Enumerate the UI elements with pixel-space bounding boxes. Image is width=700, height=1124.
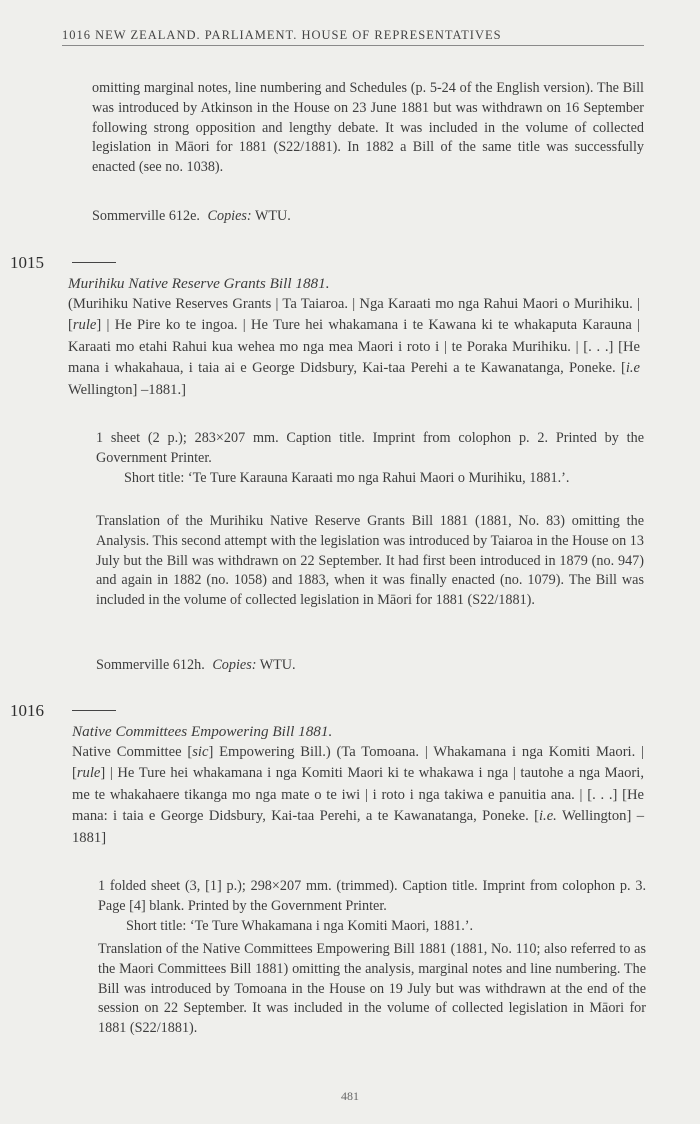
running-header: 1016 NEW ZEALAND. PARLIAMENT. HOUSE OF REPRESENTATIVES [62,28,502,42]
note-text: Translation of the Murihiku Native Reserve Grants Bill 1881 (1881, No. 83) omitting the Analysis. This second attempt with the legislation was introduced by Taiaroa in the House on 13 July but the Bill was withdrawn on 22 September. It had first been introduced in 1879 (no. 947) and again in 1882 (no. 1058) and 1883, when it was finally enacted (no. 1079). The Bill was included in the volume of collected legislation in Māori for 1881 (S22/1881). [96,513,644,609]
entry-copies [96,656,644,676]
desc-text: Native Committee [ [72,744,193,760]
desc-italic: i.e. [539,808,557,825]
desc-text: Wellington] –1881.] [68,381,186,398]
short-title: Short title: ‘Te Ture Whakamana i nga Komiti Maori, 1881.’. [126,917,474,934]
desc-text: ] | He Ture hei whakamana i nga Komiti Maori ki te whakawa i nga | tautohe a nga Maori, me te whakahaere tikanga mo nga mate o te iwi | i roto i nga takiwa e panuitia ana. | [. . .] [He mana: i taia e George Didsbury, Kai-taa Perehi, a te Kawanatanga, Poneke. [ [72,765,644,825]
copies-value: WTU. [254,208,291,224]
entry-note [96,512,644,611]
entry-description [72,742,644,849]
entry-physical [98,877,646,936]
page-number: 481 [341,1089,359,1103]
continued-note-text: omitting marginal notes, line numbering and Schedules (p. 5-24 of the English version). The Bill was introduced by Atkinson in the House on 23 June 1881 but was withdrawn on 16 September following strong opposition and lengthy debate. It was included in the volume of collected legislation in Māori for 1881 (S22/1881). In 1882 a Bill of the same title was successfully enacted (see no. 1038). [92,80,644,176]
copies-label: Copies: [212,657,257,673]
desc-italic: rule [72,317,97,334]
desc-text: (Murihiku Native Reserves Grants | Ta Taiaroa. | Nga Karaati mo nga Rahui Maori o Murihiku. | [ [68,296,640,334]
reference: Sommerville 612h. [96,657,205,673]
entry-description [68,294,640,401]
desc-text: ] | He Pire ko te ingoa. | He Ture hei whakamana i te Kawana ki te whakaputa Karauna | Karaati mo etahi Rahui kua wehea mo nga mea Maori i roto i | te Poraka Murihiku. | [. . .] [He mana i whakahaua, i taia ai e George Didsbury, Kai-taa Perehi a te Kawanatanga, Poneke. [ [68,317,640,377]
header-rule [62,45,644,46]
entry-physical [96,429,644,488]
entry-dash [72,710,116,711]
desc-italic: i.e [625,360,640,377]
note-text: Translation of the Native Committees Empowering Bill 1881 (1881, No. 110; also referred to as the Maori Committees Bill 1881) omitting the analysis, marginal notes and line numbering. The Bill was introduced by Tomoana in the House on 19 July but was withdrawn at the end of the session on 22 September. It was included in the volume of collected legislation in Māori for 1881 (S22/1881). [98,941,646,1037]
desc-text: ] Empowering Bill.) (Ta Tomoana. | Whakamana i nga Komiti Maori. | [ [72,744,644,782]
desc-italic: sic [192,744,209,760]
entry-dash [72,262,116,263]
physical-text: 1 sheet (2 p.); 283×207 mm. Caption title. Imprint from colophon p. 2. Printed by the Government Printer. [96,430,644,466]
entry-number: 1016 [10,701,44,720]
continued-note [92,79,644,178]
reference: Sommerville 612e. [92,208,200,224]
entry-number: 1015 [10,253,44,272]
copies-value: WTU. [259,657,296,673]
entry-title: Murihiku Native Reserve Grants Bill 1881. [68,275,330,292]
continued-copies [92,207,644,227]
entry-title: Native Committees Empowering Bill 1881. [72,723,333,740]
physical-text: 1 folded sheet (3, [1] p.); 298×207 mm. (trimmed). Caption title. Imprint from colophon p. 3. Page [4] blank. Printed by the Government Printer. [98,878,646,914]
short-title: Short title: ‘Te Ture Karauna Karaati mo nga Rahui Maori o Murihiku, 1881.’. [124,469,570,486]
copies-label: Copies: [207,208,252,224]
entry-note [98,940,646,1039]
desc-italic: rule [76,765,101,782]
desc-text: Wellington] –1881] [72,808,644,846]
